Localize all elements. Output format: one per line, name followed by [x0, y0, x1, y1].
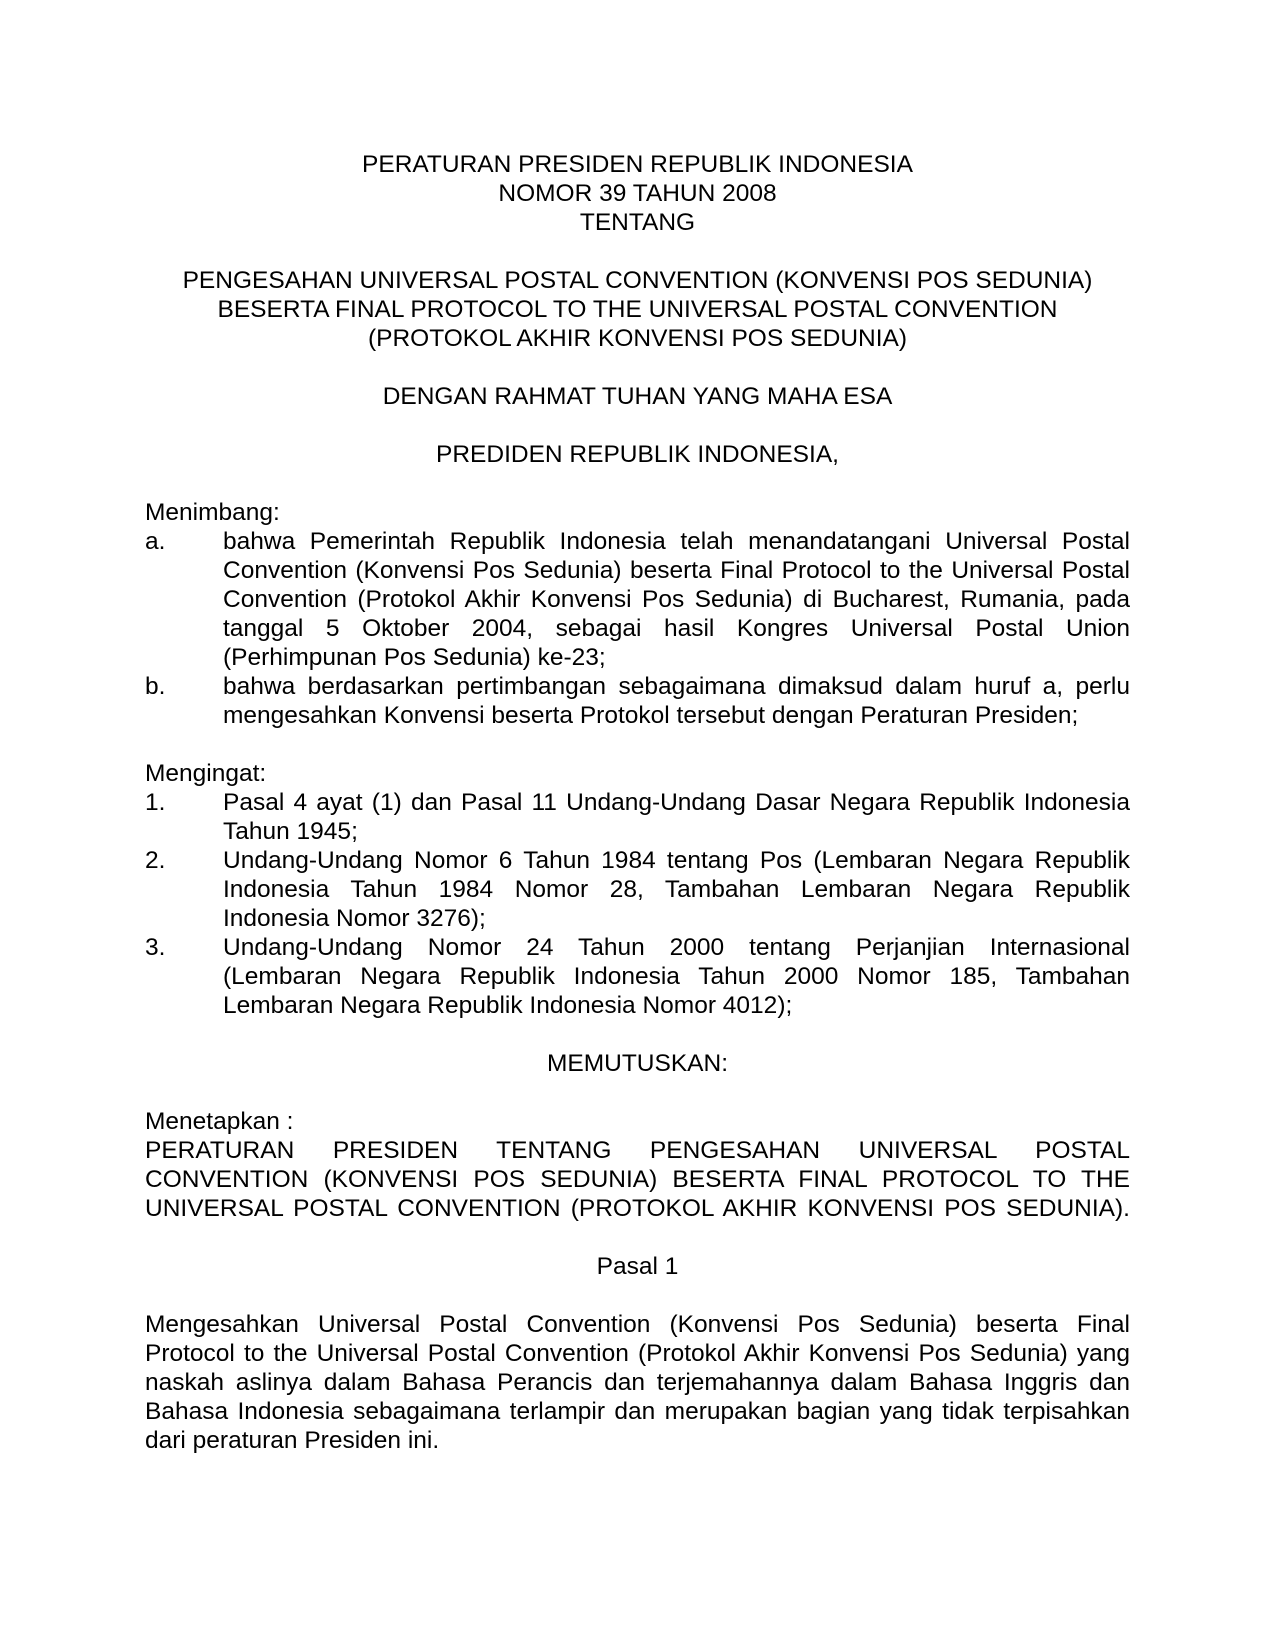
decision-line: CONVENTION (KONVENSI POS SEDUNIA) BESERTA FINAL PROTOCOL TO THE	[145, 1166, 1130, 1193]
text-line: Tahun 1945;	[223, 818, 358, 845]
blank-line	[145, 469, 1130, 498]
subject-line: BESERTA FINAL PROTOCOL TO THE UNIVERSAL POSTAL CONVENTION	[217, 296, 1058, 323]
text-line: Undang-Undang Nomor 24 Tahun 2000 tentang Perjanjian Internasional	[223, 934, 1130, 961]
item-marker: 1.	[145, 789, 166, 816]
mengingat-item-3	[145, 933, 1130, 1020]
text-line: bahwa Pemerintah Republik Indonesia telah menandatangani Universal Postal	[223, 528, 1130, 555]
text-line: Undang-Undang Nomor 6 Tahun 1984 tentang Pos (Lembaran Negara Republik	[223, 847, 1130, 874]
blank-line	[145, 237, 1130, 266]
text-line: tanggal 5 Oktober 2004, sebagai hasil Kongres Universal Postal Union	[223, 615, 1130, 642]
blank-line	[145, 1223, 1130, 1252]
menetapkan-label: Menetapkan :	[145, 1108, 294, 1135]
menimbang-item-b	[145, 672, 1130, 730]
tentang-label: TENTANG	[579, 209, 696, 236]
text-line: bahwa berdasarkan pertimbangan sebagaimana dimaksud dalam huruf a, perlu	[223, 673, 1130, 700]
decision-line: PERATURAN PRESIDEN TENTANG PENGESAHAN UNIVERSAL POSTAL	[145, 1137, 1130, 1164]
text-line: Convention (Protokol Akhir Konvensi Pos Sedunia) di Bucharest, Rumania, pada	[223, 586, 1130, 613]
blank-line	[145, 353, 1130, 382]
pasal-1-line: Bahasa Indonesia sebagaimana terlampir dan merupakan bagian yang tidak terpisahkan	[145, 1398, 1130, 1425]
pasal-1-line: naskah aslinya dalam Bahasa Perancis dan terjemahannya dalam Bahasa Inggris dan	[145, 1369, 1130, 1396]
item-marker: 3.	[145, 934, 166, 961]
regulation-number-line: NOMOR 39 TAHUN 2008	[498, 180, 777, 207]
pasal-1-heading: Pasal 1	[596, 1253, 679, 1280]
blank-line	[145, 1281, 1130, 1310]
item-marker: a.	[145, 528, 166, 555]
subject-line: PENGESAHAN UNIVERSAL POSTAL CONVENTION (KONVENSI POS SEDUNIA)	[182, 267, 1093, 294]
invocation-line: DENGAN RAHMAT TUHAN YANG MAHA ESA	[382, 383, 893, 410]
pasal-1-line: Mengesahkan Universal Postal Convention (Konvensi Pos Sedunia) beserta Final	[145, 1311, 1130, 1338]
issuer-line: PREDIDEN REPUBLIK INDONESIA,	[436, 441, 839, 468]
mengingat-item-1	[145, 788, 1130, 846]
pasal-1-line: dari peraturan Presiden ini.	[145, 1427, 440, 1454]
text-line: mengesahkan Konvensi beserta Protokol tersebut dengan Peraturan Presiden;	[223, 702, 1079, 729]
subject-line: (PROTOKOL AKHIR KONVENSI POS SEDUNIA)	[367, 325, 908, 352]
text-line: (Perhimpunan Pos Sedunia) ke-23;	[223, 644, 606, 671]
mengingat-label: Mengingat:	[145, 760, 267, 787]
blank-line	[145, 1078, 1130, 1107]
decision-line: UNIVERSAL POSTAL CONVENTION (PROTOKOL AKHIR KONVENSI POS SEDUNIA).	[145, 1195, 1130, 1222]
menimbang-label: Menimbang:	[145, 499, 280, 526]
text-line: Pasal 4 ayat (1) dan Pasal 11 Undang-Undang Dasar Negara Republik Indonesia	[223, 789, 1130, 816]
text-line: (Lembaran Negara Republik Indonesia Tahun 2000 Nomor 185, Tambahan	[223, 963, 1130, 990]
text-line: Convention (Konvensi Pos Sedunia) beserta Final Protocol to the Universal Postal	[223, 557, 1130, 584]
mengingat-item-2	[145, 846, 1130, 933]
item-marker: 2.	[145, 847, 166, 874]
text-line: Lembaran Negara Republik Indonesia Nomor 4012);	[223, 992, 793, 1019]
blank-line	[145, 730, 1130, 759]
regulation-title-line: PERATURAN PRESIDEN REPUBLIK INDONESIA	[362, 151, 913, 178]
blank-line	[145, 1020, 1130, 1049]
item-marker: b.	[145, 673, 166, 700]
text-line: Indonesia Tahun 1984 Nomor 28, Tambahan Lembaran Negara Republik	[223, 876, 1130, 903]
blank-line	[145, 411, 1130, 440]
memutuskan-heading: MEMUTUSKAN:	[546, 1050, 729, 1077]
pasal-1-line: Protocol to the Universal Postal Convention (Protokol Akhir Konvensi Pos Sedunia) yang	[145, 1340, 1130, 1367]
text-line: Indonesia Nomor 3276);	[223, 905, 486, 932]
menimbang-item-a	[145, 527, 1130, 672]
